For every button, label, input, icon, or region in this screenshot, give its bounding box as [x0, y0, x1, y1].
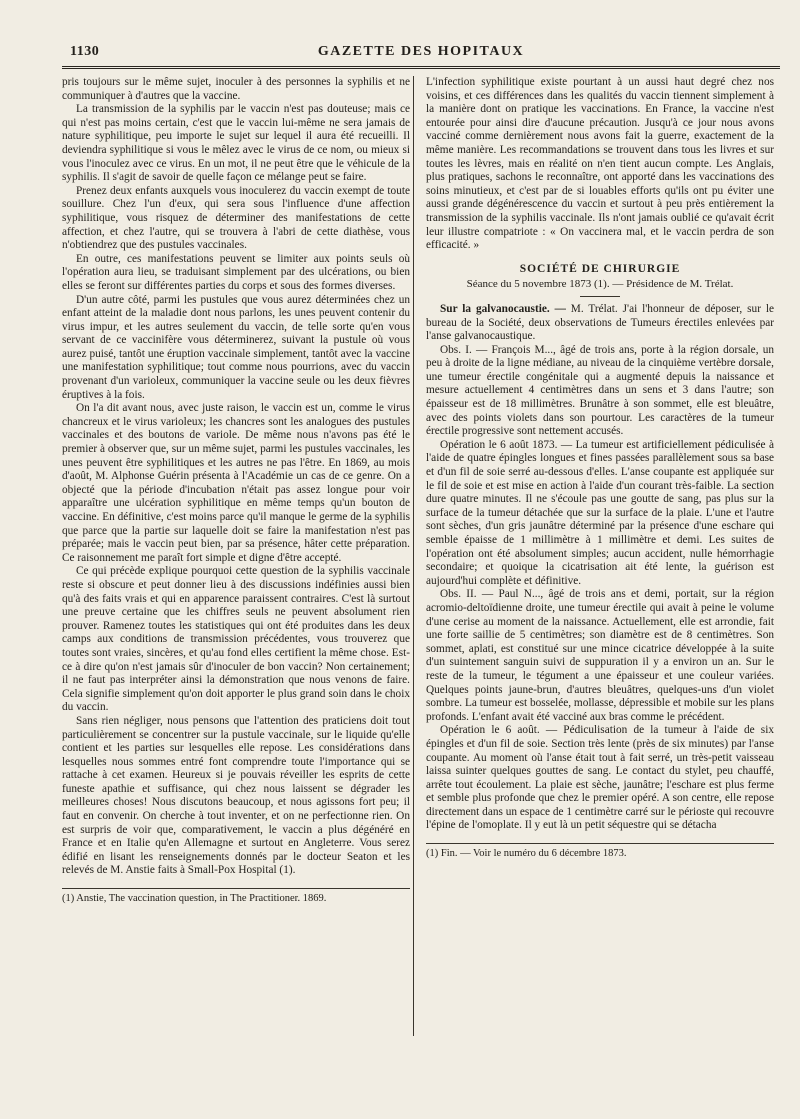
paragraph: La transmission de la syphilis par le vaccin n'est pas douteuse; mais ce qui n'est pas moins certain, c'est que le vaccin lui-même ne sera jamais de nature syphilitique, peu importe le sujet sur lequel il aura été recueilli. Il deviendra syphilitique si vous le mêlez avec le virus de ce nom, ou mieux si vous l'inoculez avec ce virus. En un mot, il ne peut être que le véhicule de la syphilis. Il s'agit de savoir de quelle façon ce mélange peut se faire.: [62, 103, 410, 184]
header-rule: [62, 66, 780, 69]
footnote-rule: [426, 843, 774, 844]
paragraph: En outre, ces manifestations peuvent se limiter aux points seuls où l'opération aura lieu, se traduisant simplement par des ulcérations, ou bien elles se feront sur différentes parties du corps et sous des formes diverses.: [62, 252, 410, 292]
session-line: Séance du 5 novembre 1873 (1). — Présidence de M. Trélat.: [466, 278, 734, 291]
paragraph: Opération le 6 août 1873. — La tumeur est artificiellement pédiculisée à l'aide de quatre épingles longues et fines passées parallèlement sous sa base et d'un fil de soie serré au-dessous d'elles. L'anse coupante est appliquée sur le fil de soie et est mise en action à l'aide d'un courant très-faible. La section dure quatre minutes. Il ne s'écoule pas une goutte de sang, pas plus sur la surface de la tumeur détachée que sur la surface de la plaie. L'une et l'autre sont sèches, d'un gris jaunâtre déterminé par la présence d'une eschare qui semble épaisse de 1 millimètre à 1 millimètre et demi. Les suites de l'opération ont été absolument simples; aucun accident, nulle hémorrhagie secondaire; et quoique la cicatrisation ait été lente, la guérison est aujourd'hui complète et définitive.: [426, 438, 774, 587]
paragraph: Obs. II. — Paul N..., âgé de trois ans et demi, portait, sur la région acromio-deltoïdienne droite, une tumeur érectile qui avait à peine le volume d'une cerise au moment de la naissance. Actuellement, elle est arrondie, fait une forte saillie de 5 centimètres; son diamètre est de 8 centimètres. Son sommet, aplati, est constitué sur une mince cicatrice développée à la suite d'un suintement sanguin suivi de suppuration il y a environ un an. Sur le reste de la tumeur, le tégument a une épaisseur et une couleur variées. Quelques points jaune-brun, d'autres bleuâtres, quelques-uns d'un violet sombre. La tumeur est bosselée, mollasse, dépressible et mobile sur les plans profonds. L'enfant avait été vacciné aux bras comme le précédent.: [426, 588, 774, 723]
divider: [580, 296, 620, 297]
footnote: (1) Fin. — Voir le numéro du 6 décembre 1873.: [426, 848, 627, 860]
right-column: [426, 76, 774, 1096]
column-divider: [413, 76, 414, 1036]
paragraph: Sans rien négliger, nous pensons que l'attention des praticiens doit tout particulièrement se concentrer sur la pustule vaccinale, sur le liquide qu'elle contient et les parties sur lesquelles elle repose. Les considérations dans lesquelles nous sommes entré font comprendre toute l'importance qui se rattache à cet examen. Heureux si je pouvais réveiller les esprits de cette funeste apathie et suffisance, qui chez nous laissent se dégrader les meilleures choses! Nous discutons beaucoup, et nous agissons fort peu; il faut en convenir. On cherche à tout inventer, et on ne perfectionne rien. On est surpris de voir que, comparativement, le vaccin a plus dégénéré en France et en Italie qu'en Allemagne et surtout en Angleterre. Vous serez édifié en lisant les renseignements donnés par le docteur Seaton et les relevés de M. Anstie faits à Small-Pox Hospital (1).: [62, 714, 410, 877]
section-heading: SOCIÉTÉ DE CHIRURGIE: [519, 262, 681, 275]
paragraph: D'un autre côté, parmi les pustules que vous aurez déterminées chez un enfant atteint de la maladie dont nous parlons, les unes peuvent contenir du virus impur, et les autres seulement du vaccin, de telle sorte qu'en vous servant de ce vaccinifère vous déterminerez, suivant la pustule où vous aurez puisé, tantôt une éruption vaccinale simplement, tantôt avec la vaccine une manifestation syphilitique; tout comme nous pourrions, avec du vaccin provenant d'un varioleux, communiquer la vaccine seule ou les deux fièvres éruptives à la fois.: [62, 293, 410, 401]
paragraph-text: M. Trélat. J'ai l'honneur de déposer, sur le bureau de la Société, deux observations de Tumeurs érectiles enlevées par l'anse galvanocaustique.: [426, 302, 774, 343]
paragraph-lead: Sur la galvanocaustie. —: [440, 302, 566, 315]
paragraph: Ce qui précède explique pourquoi cette question de la syphilis vaccinale reste si obscure et peut donner lieu à des discussions indéfinies aussi bien qu'à des faits vrais et qui en apparence paraissent contraires. C'est là surtout une preuve certaine que les chiffres seuls ne peuvent absolument rien prouver. Ramenez toutes les statistiques qui ont été produites dans les deux camps aux conditions de transmission précédentes, vous trouverez que toutes sont vraies, sincères, et qu'au fond elles certifient la même chose. Est-ce à dire qu'on n'est jamais sûr d'inoculer de bon vaccin? Non certainement; il ne faut pas interpréter ainsi la démonstration que nous venons de faire. Cela signifie simplement qu'on doit apporter le plus grand soin dans le choix du vaccin.: [62, 565, 410, 714]
paragraph: L'infection syphilitique existe pourtant à un aussi haut degré chez nos voisins, et ces différences dans les qualités du vaccin tiennent simplement à la manière dont on pratique les vaccinations. En France, la vaccine n'est entourée pour ainsi dire d'aucune précaution. Jusqu'à ce jour nous avons vacciné comme dernièrement nous avons fait la guerre, exactement de la même manière. Les recommandations se trouvent dans tous les livres et sur toutes les lèvres, mais en réalité on n'en tient aucun compte. Les Anglais, plus pratiques, sachons le reconnaître, ont apporté dans les vaccinations des soins minutieux, et c'est par de si louables efforts qu'ils ont pu éviter une aussi grande dégénérescence du vaccin et surtout à peu près entièrement la transmission de la syphilis vaccinale. Ils n'ont jamais oublié ce qu'avait écrit leur illustre compatriote : « On vaccinera mal, et le vaccin perdra de son efficacité. »: [426, 76, 774, 252]
paragraph: On l'a dit avant nous, avec juste raison, le vaccin est un, comme le virus chancreux et le virus varioleux; les chancres sont les analogues des pustules vaccinales et des boutons de variole. De même nous n'avons pas été le premier à observer que, sur un même sujet, parmi les pustules vaccinales, les unes peuvent être syphilitiques et les autres ne pas l'être. En 1869, au mois d'août, M. Alphonse Guérin présenta à l'Académie un cas de ce genre. On a objecté que la période d'incubation n'était pas assez longue pour voir apparaître une ulcération syphilitique en même temps qu'un bouton de vaccine. En définitive, c'est moins parce qu'il manque le germe de la syphilis que parce que la partie sur laquelle doit se faire la manifestation n'est pas préparée; mais le vaccin peut bien, par sa présence, hâter cette préparation. Ce raisonnement me paraît fort simple et digne d'être accepté.: [62, 402, 410, 564]
paragraph: pris toujours sur le même sujet, inoculer à des personnes la syphilis et ne communiquer à d'autres que la vaccine.: [62, 76, 410, 102]
footnote-rule: [62, 888, 410, 889]
page-number: 1130: [70, 44, 100, 59]
journal-title: GAZETTE DES HOPITAUX: [317, 44, 525, 59]
paragraph: Opération le 6 août. — Pédiculisation de la tumeur à l'aide de six épingles et d'un fil de soie. Section très lente (près de six minutes) par l'anse coupante. Au moment où l'anse était tout à fait serré, un très-petit vaisseau laissa suinter quelques gouttes de sang. Le contact du stylet, peu chauffé, arrête tout écoulement. La plaie est sèche, jaunâtre; l'eschare est plus ferme et semble plus profonde que chez le premier opéré. A son centre, elle repose directement dans un espace de 1 centimètre carré sur le périoste qui recouvre l'épine de l'omoplate. Il y eut là un petit séquestre qui se détacha: [426, 724, 774, 832]
left-column: [62, 76, 410, 1096]
footnote: (1) Anstie, The vaccination question, in The Practitioner. 1869.: [62, 893, 327, 905]
paragraph: Prenez deux enfants auxquels vous inoculerez du vaccin exempt de toute souillure. Chez l'un d'eux, qui sera sous l'influence d'une affection syphilitique, vous risquez de déterminer des manifestations de cette affection, et chez l'autre, qui se trouvera à l'abri de cette diathèse, vous n'obtiendrez que des pustules vaccinales.: [62, 184, 410, 252]
paragraph: Obs. I. — François M..., âgé de trois ans, porte à la région dorsale, un peu à droite de la ligne médiane, au niveau de la cinquième vertèbre dorsale, une tumeur érectile congénitale qui a augmenté depuis la naissance et mesure actuellement 4 centimètres dans un sens et 3 dans l'autre; son épaisseur est de 18 millimètres. Brunâtre à son sommet, elle est bleuâtre, avec des points violets dans son pourtour. Les caractères de la tumeur érectile progressive sont nettement accusés.: [426, 343, 774, 438]
page-header: [62, 44, 780, 66]
paragraph: [426, 303, 774, 344]
